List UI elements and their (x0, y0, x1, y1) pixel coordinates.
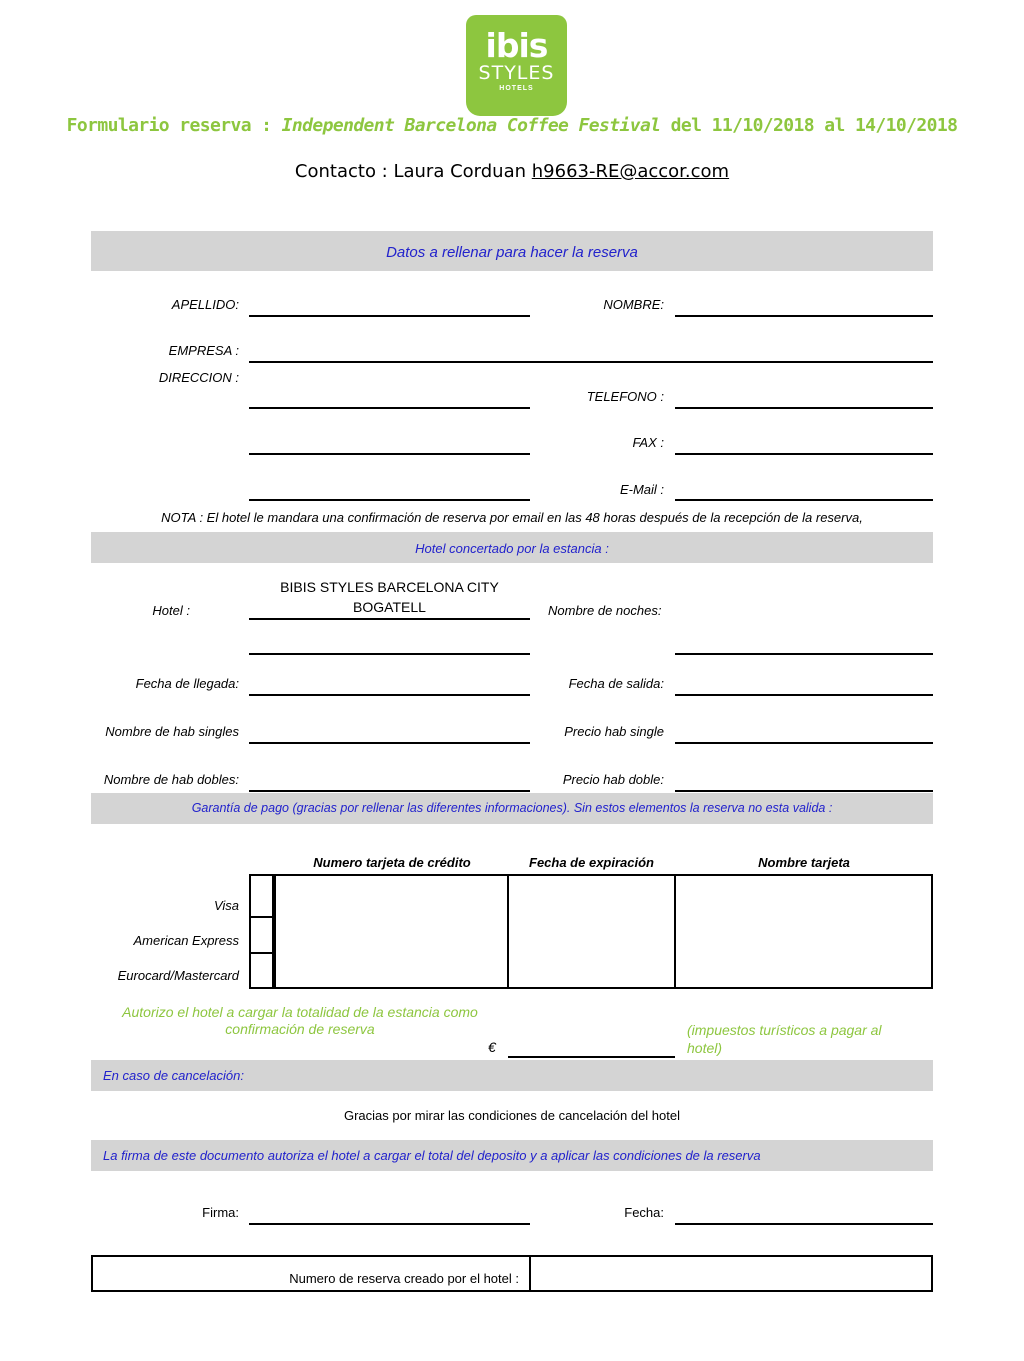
empresa-input[interactable] (249, 361, 933, 363)
title-prefix: Formulario reserva : (66, 115, 282, 136)
mastercard-label: Eurocard/Mastercard (117, 968, 239, 983)
impuestos-line1: (impuestos turísticos a pagar al (687, 1022, 882, 1038)
title-event: Independent Barcelona Coffee Festival (281, 115, 661, 136)
form-title (0, 115, 1024, 136)
logo-word-styles: STYLES (478, 62, 555, 84)
hab-singles-input[interactable] (249, 742, 530, 744)
autorizo-line2: confirmación de reserva (225, 1021, 375, 1037)
fecha-input[interactable] (675, 1223, 933, 1225)
direccion-input-3[interactable] (249, 499, 530, 501)
currency-symbol: € (488, 1039, 496, 1055)
hotel-input-2[interactable] (249, 653, 530, 655)
precio-single-label: Precio hab single (564, 724, 664, 739)
hab-dobles-label: Nombre de hab dobles: (103, 772, 239, 787)
fecha-label: Fecha: (624, 1205, 664, 1220)
reserva-numero-input[interactable] (531, 1257, 931, 1290)
email-label: E-Mail : (619, 482, 664, 497)
hab-dobles-input[interactable] (249, 790, 530, 792)
section-garantia-title: Garantía de pago (gracias por rellenar las diferentes informaciones). Sin estos elementos la reserva no esta valida : (191, 801, 833, 815)
hotel-value (249, 577, 530, 617)
reserva-numero-label: Numero de reserva creado por el hotel : (289, 1271, 519, 1286)
contact-line (0, 161, 1024, 182)
visa-label: Visa (213, 898, 239, 913)
noches-input[interactable] (675, 653, 933, 655)
hotel-value-line1: BIBIS STYLES BARCELONA CITY (280, 579, 499, 595)
firma-input[interactable] (249, 1223, 530, 1225)
nombre-label: NOMBRE: (603, 297, 664, 312)
mastercard-checkbox[interactable] (249, 952, 274, 989)
impuestos-line2: hotel) (687, 1040, 723, 1056)
nombre-input[interactable] (675, 315, 933, 317)
telefono-label: TELEFONO : (586, 389, 664, 404)
autorizo-text (100, 1004, 500, 1038)
firma-label: Firma: (202, 1205, 239, 1220)
nota-text: NOTA : El hotel le mandara una confirmación de reserva por email en las 48 horas después de la recepción de la reserva, (161, 510, 863, 525)
email-input[interactable] (675, 499, 933, 501)
precio-doble-input[interactable] (675, 790, 933, 792)
ibis-styles-logo (466, 15, 567, 116)
logo-word-hotels: HOTELS (499, 85, 534, 92)
apellido-label: APELLIDO: (171, 297, 239, 312)
llegada-input[interactable] (249, 694, 530, 696)
section-cancelacion-title: En caso de cancelación: (103, 1068, 244, 1083)
direccion-label: DIRECCION : (158, 370, 239, 385)
amex-label: American Express (133, 933, 239, 948)
fax-input[interactable] (675, 453, 933, 455)
title-dates: del 11/10/2018 al 14/10/2018 (660, 115, 958, 136)
autorizo-line1: Autorizo el hotel a cargar la totalidad de la estancia como (122, 1004, 478, 1020)
gracias-text: Gracias por mirar las condiciones de cancelación del hotel (343, 1108, 680, 1123)
contact-label: Contacto : Laura Corduan (294, 161, 532, 182)
direccion-input-2[interactable] (249, 453, 530, 455)
section-hotel-title: Hotel concertado por la estancia : (415, 541, 609, 556)
amount-input[interactable] (508, 1056, 675, 1058)
salida-label: Fecha de salida: (568, 676, 664, 691)
direccion-input-1[interactable] (249, 407, 530, 409)
contact-email-link[interactable]: h9663-RE@accor.com (531, 161, 730, 182)
card-holder-cell[interactable] (676, 876, 931, 987)
logo-word-ibis: ibis (485, 26, 548, 65)
section-datos-title: Datos a rellenar para hacer la reserva (386, 244, 638, 261)
hab-singles-label: Nombre de hab singles (105, 724, 239, 739)
impuestos-note (687, 1021, 882, 1057)
telefono-input[interactable] (675, 407, 933, 409)
section-firma-title: La firma de este documento autoriza el hotel a cargar el total del deposito y a aplicar las condiciones de la reserva (103, 1148, 761, 1163)
hotel-value-line2: BOGATELL (353, 599, 426, 615)
visa-checkbox[interactable] (249, 874, 274, 918)
amex-checkbox[interactable] (249, 916, 274, 954)
fax-label: FAX : (632, 435, 664, 450)
hotel-input[interactable] (249, 618, 530, 620)
header-nombre-tarjeta: Nombre tarjeta (758, 855, 850, 870)
precio-doble-label: Precio hab doble: (562, 772, 664, 787)
hotel-label: Hotel : (152, 603, 190, 618)
llegada-label: Fecha de llegada: (135, 676, 239, 691)
precio-single-input[interactable] (675, 742, 933, 744)
empresa-label: EMPRESA : (168, 343, 239, 358)
card-number-cell[interactable] (276, 876, 507, 987)
noches-label: Nombre de noches: (548, 603, 662, 618)
apellido-input[interactable] (249, 315, 530, 317)
card-expiry-cell[interactable] (509, 876, 674, 987)
header-numero-tarjeta: Numero tarjeta de crédito (313, 855, 471, 870)
header-fecha-expiracion: Fecha de expiración (529, 855, 654, 870)
salida-input[interactable] (675, 694, 933, 696)
